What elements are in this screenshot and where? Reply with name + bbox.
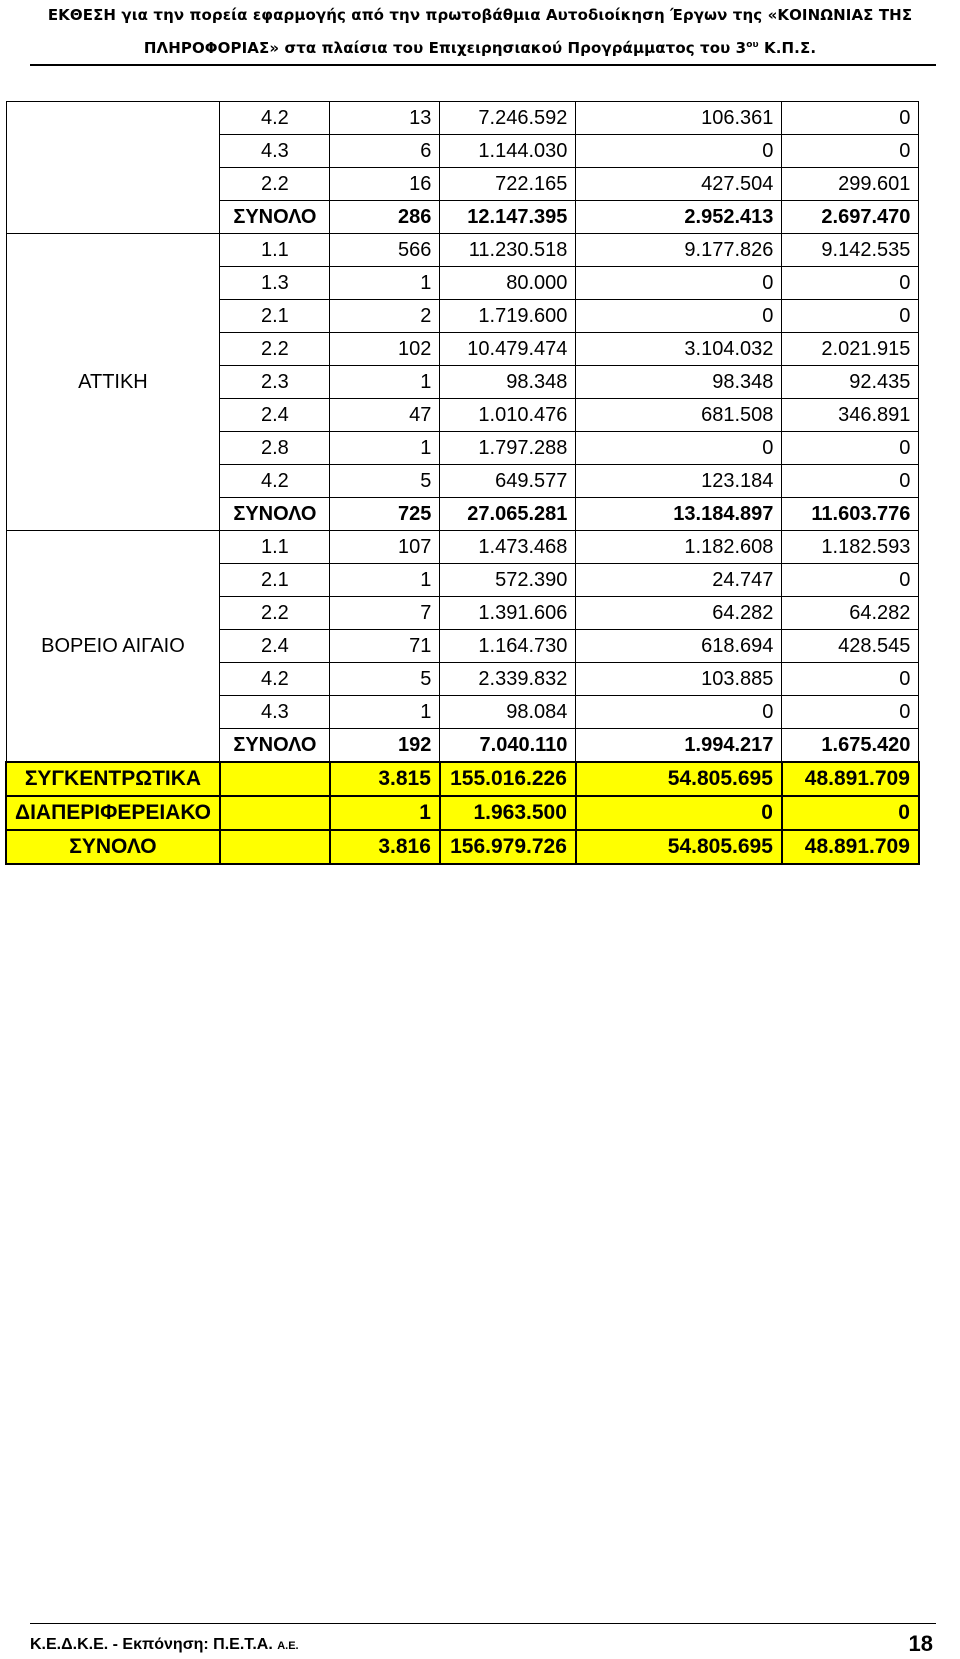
contracted-cell: 64.282: [576, 597, 782, 630]
summary-label-cell: ΣΥΝΟΛΟ: [6, 830, 220, 864]
project-category-cell: 4.2: [220, 102, 330, 135]
contracted-cell: 2.952.413: [576, 201, 782, 234]
contracted-cell: 0: [576, 267, 782, 300]
budget-cell: 1.963.500: [440, 796, 576, 830]
payments-cell: 0: [782, 796, 919, 830]
budget-cell: 1.797.288: [440, 432, 576, 465]
contracted-cell: 123.184: [576, 465, 782, 498]
payments-cell: 2.021.915: [782, 333, 919, 366]
report-title-line-2-main: ΠΛΗΡΟΦΟΡΙΑΣ» στα πλαίσια του Επιχειρησιακού Προγράμματος του 3: [143, 39, 747, 57]
contracted-cell: 9.177.826: [576, 234, 782, 267]
payments-cell: 2.697.470: [782, 201, 919, 234]
contracted-cell: 0: [576, 696, 782, 729]
payments-cell: 11.603.776: [782, 498, 919, 531]
contracted-cell: 1.994.217: [576, 729, 782, 763]
footer-credit-main: Κ.Ε.Δ.Κ.Ε. - Εκπόνηση: Π.Ε.Τ.Α.: [30, 1636, 273, 1653]
project-count-cell: 7: [330, 597, 440, 630]
project-count-cell: 286: [330, 201, 440, 234]
summary-label-cell: ΣΥΓΚΕΝΤΡΩΤΙΚΑ: [6, 762, 220, 796]
payments-cell: 92.435: [782, 366, 919, 399]
project-category-cell: 1.3: [220, 267, 330, 300]
payments-cell: 1.182.593: [782, 531, 919, 564]
project-count-cell: 1: [330, 432, 440, 465]
budget-cell: 10.479.474: [440, 333, 576, 366]
funding-table: [5, 101, 920, 865]
payments-cell: 64.282: [782, 597, 919, 630]
region-name-cell: ΑΤΤΙΚΗ: [6, 234, 220, 531]
payments-cell: 1.675.420: [782, 729, 919, 763]
summary-row: [6, 796, 919, 830]
budget-cell: 722.165: [440, 168, 576, 201]
budget-cell: 156.979.726: [440, 830, 576, 864]
payments-cell: 299.601: [782, 168, 919, 201]
header-divider: [30, 64, 936, 66]
project-category-cell: 4.3: [220, 696, 330, 729]
project-category-cell: 2.2: [220, 168, 330, 201]
project-category-cell: 2.4: [220, 630, 330, 663]
budget-cell: 98.348: [440, 366, 576, 399]
budget-cell: 2.339.832: [440, 663, 576, 696]
payments-cell: 48.891.709: [782, 830, 919, 864]
project-count-cell: 16: [330, 168, 440, 201]
project-count-cell: 1: [330, 267, 440, 300]
contracted-cell: 0: [576, 432, 782, 465]
project-category-cell: 4.2: [220, 465, 330, 498]
budget-cell: 155.016.226: [440, 762, 576, 796]
payments-cell: 9.142.535: [782, 234, 919, 267]
contracted-cell: 54.805.695: [576, 762, 782, 796]
budget-cell: 7.040.110: [440, 729, 576, 763]
payments-cell: 0: [782, 564, 919, 597]
payments-cell: 346.891: [782, 399, 919, 432]
contracted-cell: 24.747: [576, 564, 782, 597]
project-count-cell: 725: [330, 498, 440, 531]
summary-row: [6, 830, 919, 864]
project-count-cell: 102: [330, 333, 440, 366]
project-count-cell: 3.816: [330, 830, 440, 864]
contracted-cell: 681.508: [576, 399, 782, 432]
budget-cell: 80.000: [440, 267, 576, 300]
summary-label-cell: ΔΙΑΠΕΡΙΦΕΡΕΙΑΚΟ: [6, 796, 220, 830]
table-row: [6, 234, 919, 267]
project-count-cell: 1: [330, 366, 440, 399]
project-count-cell: 47: [330, 399, 440, 432]
footer-credit-small: Α.Ε.: [277, 1640, 299, 1652]
project-category-cell: 2.3: [220, 366, 330, 399]
project-category-cell: 2.2: [220, 597, 330, 630]
budget-cell: 7.246.592: [440, 102, 576, 135]
project-count-cell: 1: [330, 796, 440, 830]
budget-cell: 1.473.468: [440, 531, 576, 564]
contracted-cell: 427.504: [576, 168, 782, 201]
project-count-cell: 5: [330, 663, 440, 696]
report-title-line-2-tail: Κ.Π.Σ.: [758, 39, 817, 57]
footer-divider: [30, 1623, 936, 1624]
contracted-cell: 0: [576, 796, 782, 830]
project-category-cell: 4.2: [220, 663, 330, 696]
budget-cell: 98.084: [440, 696, 576, 729]
contracted-cell: 106.361: [576, 102, 782, 135]
project-count-cell: 107: [330, 531, 440, 564]
contracted-cell: 1.182.608: [576, 531, 782, 564]
payments-cell: 0: [782, 300, 919, 333]
summary-empty-cell: [220, 830, 330, 864]
project-count-cell: 6: [330, 135, 440, 168]
project-category-cell: 1.1: [220, 531, 330, 564]
contracted-cell: 98.348: [576, 366, 782, 399]
budget-cell: 11.230.518: [440, 234, 576, 267]
contracted-cell: 54.805.695: [576, 830, 782, 864]
project-category-cell: 4.3: [220, 135, 330, 168]
table-row: [6, 102, 919, 135]
page-number: 18: [908, 1631, 933, 1656]
payments-cell: 0: [782, 102, 919, 135]
project-category-cell: 1.1: [220, 234, 330, 267]
report-title-line-2: [0, 30, 960, 63]
payments-cell: 0: [782, 696, 919, 729]
budget-cell: 1.164.730: [440, 630, 576, 663]
footer-credit: [30, 1636, 299, 1654]
payments-cell: 0: [782, 663, 919, 696]
project-category-cell: ΣΥΝΟΛΟ: [220, 729, 330, 763]
summary-empty-cell: [220, 796, 330, 830]
payments-cell: 0: [782, 432, 919, 465]
payments-cell: 48.891.709: [782, 762, 919, 796]
budget-cell: 1.391.606: [440, 597, 576, 630]
contracted-cell: 3.104.032: [576, 333, 782, 366]
project-count-cell: 566: [330, 234, 440, 267]
payments-cell: 0: [782, 465, 919, 498]
project-count-cell: 5: [330, 465, 440, 498]
report-title-superscript: ου: [746, 40, 759, 50]
project-category-cell: 2.1: [220, 300, 330, 333]
payments-cell: 428.545: [782, 630, 919, 663]
project-count-cell: 71: [330, 630, 440, 663]
project-category-cell: 2.2: [220, 333, 330, 366]
contracted-cell: 618.694: [576, 630, 782, 663]
payments-cell: 0: [782, 135, 919, 168]
project-count-cell: 1: [330, 564, 440, 597]
summary-empty-cell: [220, 762, 330, 796]
project-count-cell: 2: [330, 300, 440, 333]
project-category-cell: ΣΥΝΟΛΟ: [220, 498, 330, 531]
project-category-cell: 2.8: [220, 432, 330, 465]
region-cell-continued: [6, 102, 220, 234]
region-name-cell: ΒΟΡΕΙΟ ΑΙΓΑΙΟ: [6, 531, 220, 763]
project-count-cell: 13: [330, 102, 440, 135]
project-count-cell: 3.815: [330, 762, 440, 796]
contracted-cell: 103.885: [576, 663, 782, 696]
contracted-cell: 0: [576, 135, 782, 168]
budget-cell: 1.010.476: [440, 399, 576, 432]
project-count-cell: 192: [330, 729, 440, 763]
project-category-cell: 2.4: [220, 399, 330, 432]
contracted-cell: 13.184.897: [576, 498, 782, 531]
budget-cell: 27.065.281: [440, 498, 576, 531]
payments-cell: 0: [782, 267, 919, 300]
budget-cell: 1.144.030: [440, 135, 576, 168]
report-title-line-1: ΕΚΘΕΣΗ για την πορεία εφαρμογής από την πρωτοβάθμια Αυτοδιοίκηση Έργων της «ΚΟΙΝΩΝΙΑΣ ΤΗΣ: [47, 6, 913, 24]
budget-cell: 1.719.600: [440, 300, 576, 333]
budget-cell: 12.147.395: [440, 201, 576, 234]
funding-table-body: [6, 102, 919, 865]
budget-cell: 572.390: [440, 564, 576, 597]
project-count-cell: 1: [330, 696, 440, 729]
project-category-cell: 2.1: [220, 564, 330, 597]
budget-cell: 649.577: [440, 465, 576, 498]
contracted-cell: 0: [576, 300, 782, 333]
table-row: [6, 531, 919, 564]
project-category-cell: ΣΥΝΟΛΟ: [220, 201, 330, 234]
summary-row: [6, 762, 919, 796]
